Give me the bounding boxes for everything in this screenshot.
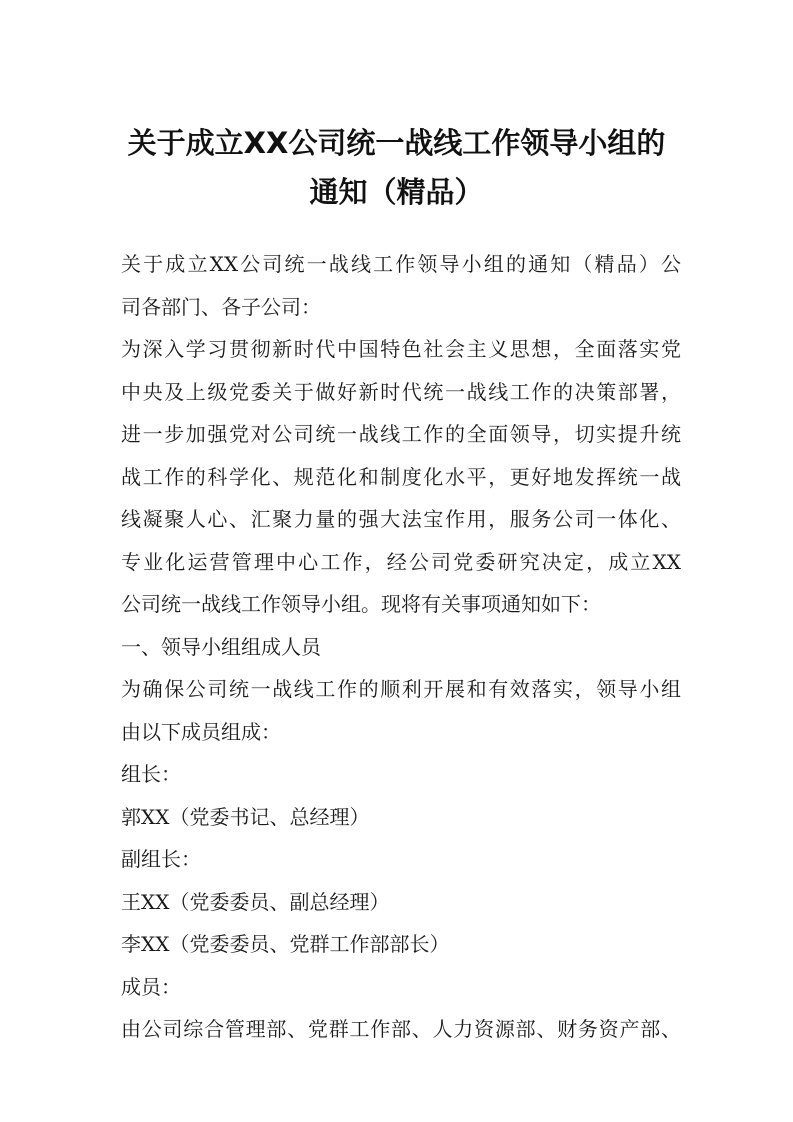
deputy-leader-entry-1: 王XX（党委委员、副总经理） [121, 889, 390, 914]
leader-label: 组长： [121, 762, 181, 786]
body-line-8: 专业化运营管理中心工作，经公司党委研究决定，成立XX [121, 549, 681, 574]
document-title-line-2: 通知（精品） [309, 175, 484, 209]
body-line-6: 战工作的科学化、规范化和制度化水平，更好地发挥统一战 [121, 464, 681, 489]
body-line-7: 线凝聚人心、汇聚力量的强大法宝作用，服务公司一体化、 [121, 507, 681, 531]
body-line-5: 进一步加强党对公司统一战线工作的全面领导，切实提升统 [121, 422, 681, 446]
body-line-4: 中央及上级党委关于做好新时代统一战线工作的决策部署， [121, 379, 681, 404]
document-title-line-1: 关于成立XX公司统一战线工作领导小组的 [127, 126, 666, 160]
members-entry: 由公司综合管理部、党群工作部、人力资源部、财务资产部、 [121, 1017, 681, 1041]
section-heading-1: 一、领导小组组成人员 [121, 634, 321, 659]
body-line-3: 为深入学习贯彻新时代中国特色社会主义思想，全面落实党 [121, 337, 681, 361]
document-body [121, 243, 681, 1051]
body-line-12: 由以下成员组成： [121, 719, 281, 744]
body-line-9: 公司统一战线工作领导小组。现将有关事项通知如下： [121, 592, 601, 616]
body-line-2: 司各部门、各子公司： [121, 294, 321, 319]
leader-entry: 郭XX（党委书记、总经理） [121, 804, 370, 829]
body-line-11: 为确保公司统一战线工作的顺利开展和有效落实，领导小组 [121, 677, 681, 701]
deputy-leader-label: 副组长： [121, 847, 201, 871]
body-line-1: 关于成立XX公司统一战线工作领导小组的通知（精品）公 [121, 252, 681, 276]
members-label: 成员： [121, 974, 181, 999]
deputy-leader-entry-2: 李XX（党委委员、党群工作部部长） [121, 932, 450, 956]
